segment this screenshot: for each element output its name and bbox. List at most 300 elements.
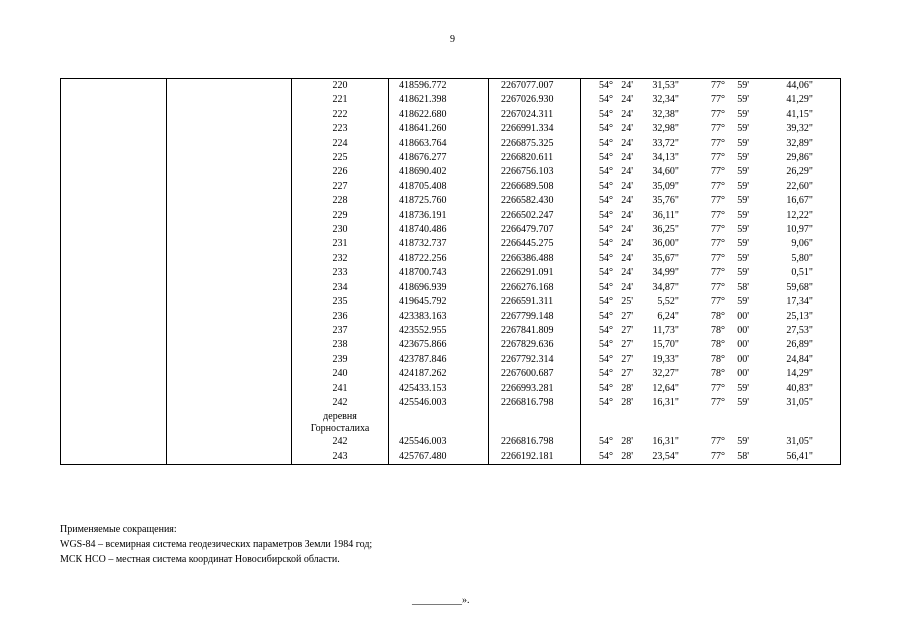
- lon-minutes: 59': [737, 195, 749, 207]
- coord-y: 2266445.275: [489, 237, 581, 251]
- lat-seconds: 33,72": [652, 137, 679, 149]
- lat-degrees: 54°: [599, 267, 613, 279]
- lat-degrees: 54°: [599, 166, 613, 178]
- coord-y: 2267077.007: [489, 79, 581, 94]
- lon-seconds: 31,05": [786, 396, 813, 408]
- point-number: 226: [292, 165, 389, 179]
- lon-seconds: 0,51": [791, 267, 813, 279]
- lon-minutes: 59': [737, 137, 749, 149]
- lat-seconds: 36,11": [652, 209, 679, 221]
- lon-minutes: 59': [737, 180, 749, 192]
- lon-degrees: 78°: [711, 353, 725, 365]
- lat-degrees: 54°: [599, 108, 613, 120]
- lon-degrees: 77°: [711, 238, 725, 250]
- empty-cell: [61, 324, 167, 338]
- lon-minutes: 59': [737, 382, 749, 394]
- table-row: [61, 396, 841, 410]
- lat-degrees: 54°: [599, 339, 613, 351]
- lon-degrees: 77°: [711, 450, 725, 462]
- point-number: 225: [292, 151, 389, 165]
- point-number: 222: [292, 108, 389, 122]
- lon-degrees: 77°: [711, 137, 725, 149]
- lat-seconds: 31,53": [652, 80, 679, 91]
- lat-degrees: 54°: [599, 252, 613, 264]
- empty-cell: [167, 223, 292, 237]
- empty-cell: [61, 108, 167, 122]
- lat-seconds: 12,64": [652, 382, 679, 394]
- wgs84-coords: [581, 122, 841, 136]
- point-number: 221: [292, 93, 389, 107]
- lon-seconds: 26,89": [786, 339, 813, 351]
- coord-x: 423552.955: [389, 324, 489, 338]
- table-row: [61, 223, 841, 237]
- point-number: 223: [292, 122, 389, 136]
- lon-degrees: 77°: [711, 252, 725, 264]
- coord-y: 2266582.430: [489, 194, 581, 208]
- empty-cell: [167, 237, 292, 251]
- lon-degrees: 77°: [711, 267, 725, 279]
- lat-degrees: 54°: [599, 137, 613, 149]
- wgs84-coords: [581, 79, 841, 94]
- lon-degrees: 77°: [711, 224, 725, 236]
- empty-cell: [167, 122, 292, 136]
- coord-y: 2266875.325: [489, 137, 581, 151]
- lat-minutes: 24': [621, 137, 633, 149]
- empty-cell: [167, 266, 292, 280]
- lon-degrees: 78°: [711, 310, 725, 322]
- empty-cell: [167, 435, 292, 449]
- lat-minutes: 28': [621, 396, 633, 408]
- empty-cell: [167, 194, 292, 208]
- lat-degrees: 54°: [599, 123, 613, 135]
- coord-y: 2266689.508: [489, 180, 581, 194]
- abbreviations-notes: [60, 522, 372, 567]
- lon-seconds: 29,86": [786, 152, 813, 164]
- lon-seconds: 32,89": [786, 137, 813, 149]
- empty-cell: [167, 295, 292, 309]
- lon-minutes: 59': [737, 396, 749, 408]
- lat-minutes: 24': [621, 281, 633, 293]
- lon-seconds: 44,06": [786, 80, 813, 91]
- lat-seconds: 32,98": [652, 123, 679, 135]
- lon-minutes: 59': [737, 80, 749, 91]
- lat-minutes: 24': [621, 238, 633, 250]
- lat-degrees: 54°: [599, 180, 613, 192]
- lon-minutes: 59': [737, 152, 749, 164]
- wgs84-coords: [581, 435, 841, 449]
- lon-degrees: 78°: [711, 339, 725, 351]
- point-number: 230: [292, 223, 389, 237]
- lat-degrees: 54°: [599, 436, 613, 448]
- lat-minutes: 27': [621, 310, 633, 322]
- lat-minutes: 24': [621, 123, 633, 135]
- wgs84-coords: [581, 151, 841, 165]
- coord-x: 418641.260: [389, 122, 489, 136]
- point-number: 229: [292, 209, 389, 223]
- coord-y: 2266816.798: [489, 396, 581, 410]
- abbreviation-wgs84: WGS-84 – всемирная система геодезических параметров Земли 1984 год;: [60, 539, 373, 550]
- lat-seconds: 34,99": [652, 267, 679, 279]
- lat-seconds: 34,87": [652, 281, 679, 293]
- village-label: [292, 410, 389, 435]
- coord-y: 2266502.247: [489, 209, 581, 223]
- coordinates-table: [60, 78, 841, 465]
- empty-cell: [61, 450, 167, 465]
- lat-seconds: 23,54": [652, 450, 679, 462]
- lon-degrees: 77°: [711, 436, 725, 448]
- wgs84-coords: [581, 165, 841, 179]
- lat-minutes: 28': [621, 382, 633, 394]
- coord-x: 425546.003: [389, 435, 489, 449]
- village-row: [61, 410, 841, 435]
- lat-seconds: 5,52": [657, 296, 679, 308]
- page-number: 9: [450, 34, 455, 45]
- coord-y: 2266816.798: [489, 435, 581, 449]
- table-row: [61, 194, 841, 208]
- empty-cell: [61, 237, 167, 251]
- table-row: [61, 137, 841, 151]
- coord-x: 418663.764: [389, 137, 489, 151]
- lon-minutes: 59': [737, 123, 749, 135]
- lat-degrees: 54°: [599, 396, 613, 408]
- lon-degrees: 77°: [711, 180, 725, 192]
- wgs84-coords: [581, 338, 841, 352]
- table-row: [61, 209, 841, 223]
- lat-seconds: 32,27": [652, 368, 679, 380]
- table-row: [61, 122, 841, 136]
- coord-x: 418740.486: [389, 223, 489, 237]
- point-number: 238: [292, 338, 389, 352]
- empty-cell: [167, 353, 292, 367]
- wgs84-coords: [581, 180, 841, 194]
- coord-x: 418732.737: [389, 237, 489, 251]
- table-row: [61, 108, 841, 122]
- empty-cell: [61, 180, 167, 194]
- point-number: 233: [292, 266, 389, 280]
- empty-cell: [61, 338, 167, 352]
- empty-cell: [61, 367, 167, 381]
- lat-degrees: 54°: [599, 152, 613, 164]
- lat-seconds: 16,31": [652, 396, 679, 408]
- lon-minutes: 59': [737, 94, 749, 106]
- wgs84-coords: [581, 310, 841, 324]
- coord-y: 2266591.311: [489, 295, 581, 309]
- table-row: [61, 324, 841, 338]
- empty-cell: [61, 93, 167, 107]
- table-row: [61, 338, 841, 352]
- table-row: [61, 252, 841, 266]
- lat-seconds: 32,38": [652, 108, 679, 120]
- coord-x: 425767.480: [389, 450, 489, 465]
- coord-y: 2266291.091: [489, 266, 581, 280]
- lon-seconds: 5,80": [791, 252, 813, 264]
- point-number: 243: [292, 450, 389, 465]
- coord-x: 418622.680: [389, 108, 489, 122]
- lat-minutes: 25': [621, 296, 633, 308]
- empty-cell: [61, 310, 167, 324]
- lat-minutes: 24': [621, 252, 633, 264]
- point-number: 236: [292, 310, 389, 324]
- lat-degrees: 54°: [599, 353, 613, 365]
- lon-minutes: 00': [737, 353, 749, 365]
- point-number: 241: [292, 382, 389, 396]
- empty-cell: [167, 410, 292, 435]
- empty-cell: [61, 194, 167, 208]
- lat-degrees: 54°: [599, 80, 613, 91]
- coord-y: 2266479.707: [489, 223, 581, 237]
- lat-degrees: 54°: [599, 209, 613, 221]
- lat-seconds: 32,34": [652, 94, 679, 106]
- lon-seconds: 17,34": [786, 296, 813, 308]
- coord-y: 2266386.488: [489, 252, 581, 266]
- lon-degrees: 77°: [711, 80, 725, 91]
- wgs84-coords: [581, 252, 841, 266]
- lon-seconds: 22,60": [786, 180, 813, 192]
- lat-minutes: 24': [621, 180, 633, 192]
- point-number: 237: [292, 324, 389, 338]
- empty-cell: [167, 396, 292, 410]
- wgs84-coords: [581, 266, 841, 280]
- lat-seconds: 34,60": [652, 166, 679, 178]
- empty-cell: [167, 209, 292, 223]
- lon-degrees: 77°: [711, 123, 725, 135]
- lon-seconds: 26,29": [786, 166, 813, 178]
- point-number: 220: [292, 79, 389, 94]
- wgs84-coords: [581, 281, 841, 295]
- empty-cell: [167, 151, 292, 165]
- wgs84-coords: [581, 194, 841, 208]
- empty-cell: [167, 93, 292, 107]
- table-row: [61, 79, 841, 94]
- wgs84-coords: [581, 324, 841, 338]
- empty-cell: [61, 435, 167, 449]
- empty-cell: [167, 79, 292, 94]
- empty-cell: [581, 410, 841, 435]
- empty-cell: [61, 266, 167, 280]
- table-row: [61, 266, 841, 280]
- coord-x: 418736.191: [389, 209, 489, 223]
- lat-seconds: 34,13": [652, 152, 679, 164]
- lon-seconds: 59,68": [786, 281, 813, 293]
- lon-degrees: 78°: [711, 368, 725, 380]
- coord-y: 2267841.809: [489, 324, 581, 338]
- coord-y: 2266993.281: [489, 382, 581, 396]
- lon-minutes: 58': [737, 450, 749, 462]
- coord-x: 418725.760: [389, 194, 489, 208]
- lon-minutes: 59': [737, 108, 749, 120]
- empty-cell: [167, 382, 292, 396]
- point-number: 232: [292, 252, 389, 266]
- lat-seconds: 35,09": [652, 180, 679, 192]
- coord-x: 418676.277: [389, 151, 489, 165]
- lon-degrees: 77°: [711, 281, 725, 293]
- abbreviation-msk-nso: МСК НСО – местная система координат Новосибирской области.: [60, 554, 340, 565]
- coord-x: 418705.408: [389, 180, 489, 194]
- point-number: 234: [292, 281, 389, 295]
- lat-degrees: 54°: [599, 382, 613, 394]
- coord-y: 2266756.103: [489, 165, 581, 179]
- village-label-line1: деревня: [323, 411, 357, 423]
- lon-minutes: 00': [737, 310, 749, 322]
- point-number: 240: [292, 367, 389, 381]
- coord-y: 2266276.168: [489, 281, 581, 295]
- coord-y: 2267799.148: [489, 310, 581, 324]
- table-row: [61, 180, 841, 194]
- coord-x: 425433.153: [389, 382, 489, 396]
- point-number: 231: [292, 237, 389, 251]
- lon-seconds: 40,83": [786, 382, 813, 394]
- wgs84-coords: [581, 237, 841, 251]
- empty-cell: [61, 122, 167, 136]
- wgs84-coords: [581, 137, 841, 151]
- lat-seconds: 15,70": [652, 339, 679, 351]
- empty-cell: [489, 410, 581, 435]
- table-row: [61, 151, 841, 165]
- coord-x: 418596.772: [389, 79, 489, 94]
- table-row: [61, 435, 841, 449]
- coord-x: 424187.262: [389, 367, 489, 381]
- wgs84-coords: [581, 450, 841, 465]
- coord-x: 418696.939: [389, 281, 489, 295]
- wgs84-coords: [581, 108, 841, 122]
- wgs84-coords: [581, 295, 841, 309]
- lon-seconds: 41,29": [786, 94, 813, 106]
- closing-mark: __________».: [412, 595, 470, 606]
- lat-minutes: 28': [621, 450, 633, 462]
- table-row: [61, 93, 841, 107]
- coord-x: 418690.402: [389, 165, 489, 179]
- lon-minutes: 00': [737, 339, 749, 351]
- wgs84-coords: [581, 367, 841, 381]
- lon-minutes: 59': [737, 224, 749, 236]
- lon-degrees: 77°: [711, 382, 725, 394]
- lon-degrees: 77°: [711, 195, 725, 207]
- lon-degrees: 77°: [711, 209, 725, 221]
- lon-degrees: 77°: [711, 296, 725, 308]
- lon-minutes: 00': [737, 368, 749, 380]
- empty-cell: [167, 165, 292, 179]
- lat-degrees: 54°: [599, 368, 613, 380]
- lat-minutes: 24': [621, 209, 633, 221]
- empty-cell: [167, 310, 292, 324]
- lon-seconds: 41,15": [786, 108, 813, 120]
- empty-cell: [61, 281, 167, 295]
- coord-y: 2267024.311: [489, 108, 581, 122]
- lat-minutes: 24': [621, 267, 633, 279]
- lat-degrees: 54°: [599, 310, 613, 322]
- lat-degrees: 54°: [599, 450, 613, 462]
- lon-minutes: 59': [737, 252, 749, 264]
- coord-y: 2266820.611: [489, 151, 581, 165]
- wgs84-coords: [581, 209, 841, 223]
- lon-seconds: 12,22": [786, 209, 813, 221]
- lat-seconds: 36,00": [652, 238, 679, 250]
- point-number: 227: [292, 180, 389, 194]
- lat-seconds: 11,73": [652, 324, 679, 336]
- lon-minutes: 59': [737, 238, 749, 250]
- empty-cell: [167, 252, 292, 266]
- empty-cell: [61, 382, 167, 396]
- point-number: 224: [292, 137, 389, 151]
- point-number: 242: [292, 396, 389, 410]
- lon-seconds: 24,84": [786, 353, 813, 365]
- lat-minutes: 24': [621, 94, 633, 106]
- coord-y: 2267829.636: [489, 338, 581, 352]
- empty-cell: [167, 367, 292, 381]
- empty-cell: [61, 151, 167, 165]
- lat-minutes: 27': [621, 339, 633, 351]
- empty-cell: [61, 79, 167, 94]
- table-row: [61, 165, 841, 179]
- lon-minutes: 59': [737, 166, 749, 178]
- empty-cell: [61, 137, 167, 151]
- lat-minutes: 24': [621, 152, 633, 164]
- lon-seconds: 9,06": [791, 238, 813, 250]
- coord-x: 418621.398: [389, 93, 489, 107]
- empty-cell: [167, 281, 292, 295]
- empty-cell: [167, 450, 292, 465]
- empty-cell: [167, 180, 292, 194]
- lon-seconds: 27,53": [786, 324, 813, 336]
- lat-minutes: 24': [621, 224, 633, 236]
- empty-cell: [61, 295, 167, 309]
- village-label-line2: Горносталиха: [310, 423, 370, 435]
- lon-degrees: 77°: [711, 108, 725, 120]
- lon-seconds: 16,67": [786, 195, 813, 207]
- empty-cell: [61, 353, 167, 367]
- coord-y: 2266192.181: [489, 450, 581, 465]
- lon-seconds: 14,29": [786, 368, 813, 380]
- lon-degrees: 77°: [711, 94, 725, 106]
- table-row: [61, 450, 841, 465]
- table-row: [61, 237, 841, 251]
- lat-minutes: 27': [621, 353, 633, 365]
- empty-cell: [167, 108, 292, 122]
- lon-degrees: 77°: [711, 152, 725, 164]
- wgs84-coords: [581, 353, 841, 367]
- point-number: 242: [292, 435, 389, 449]
- lat-degrees: 54°: [599, 296, 613, 308]
- lat-seconds: 6,24": [657, 310, 679, 322]
- lon-minutes: 59': [737, 296, 749, 308]
- lon-minutes: 59': [737, 209, 749, 221]
- empty-cell: [167, 137, 292, 151]
- empty-cell: [167, 338, 292, 352]
- lat-seconds: 36,25": [652, 224, 679, 236]
- lon-seconds: 39,32": [786, 123, 813, 135]
- lat-seconds: 35,67": [652, 252, 679, 264]
- lat-minutes: 24': [621, 80, 633, 91]
- lon-degrees: 77°: [711, 396, 725, 408]
- empty-cell: [61, 223, 167, 237]
- coord-x: 425546.003: [389, 396, 489, 410]
- wgs84-coords: [581, 223, 841, 237]
- lon-minutes: 59': [737, 436, 749, 448]
- lat-minutes: 27': [621, 368, 633, 380]
- coord-x: 419645.792: [389, 295, 489, 309]
- coord-x: 423787.846: [389, 353, 489, 367]
- lat-degrees: 54°: [599, 94, 613, 106]
- empty-cell: [61, 396, 167, 410]
- lat-degrees: 54°: [599, 324, 613, 336]
- coord-y: 2267600.687: [489, 367, 581, 381]
- lon-seconds: 56,41": [786, 450, 813, 462]
- lon-minutes: 58': [737, 281, 749, 293]
- table-row: [61, 310, 841, 324]
- wgs84-coords: [581, 396, 841, 410]
- coord-y: 2266991.334: [489, 122, 581, 136]
- wgs84-coords: [581, 382, 841, 396]
